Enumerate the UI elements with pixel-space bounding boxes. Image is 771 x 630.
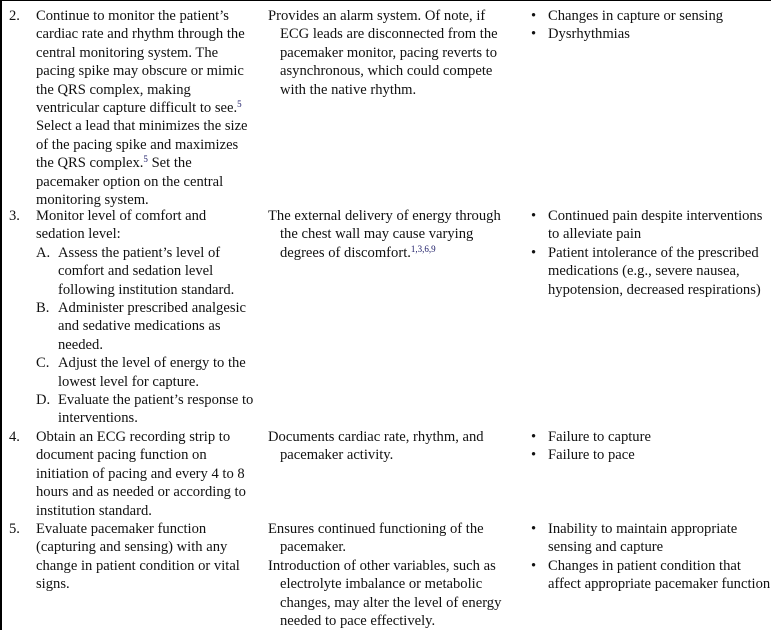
rationale-text: Documents cardiac rate, rhythm, and pacemaker activity. bbox=[268, 429, 484, 464]
rationale-cell bbox=[268, 428, 514, 465]
bullet-icon: • bbox=[531, 447, 537, 464]
rationale-cell bbox=[268, 520, 514, 630]
report-item: • Failure to capture bbox=[531, 429, 651, 445]
report-item: • Dysrhythmias bbox=[531, 26, 630, 43]
bullet-icon: • bbox=[531, 26, 537, 43]
bullet-icon: • bbox=[531, 244, 537, 261]
action-cell bbox=[6, 520, 256, 594]
sub-step-letter: C. bbox=[36, 355, 50, 372]
report-item: • Patient intolerance of the prescribed medications (e.g., severe nausea, hypotension, decreased respirations) bbox=[531, 244, 761, 298]
reference-link[interactable]: 5 bbox=[237, 99, 242, 110]
action-cell bbox=[6, 428, 256, 520]
sub-step: D. Evaluate the patient’s response to interventions. bbox=[36, 392, 254, 427]
sub-step-letter: B. bbox=[36, 300, 50, 317]
bullet-icon: • bbox=[531, 208, 537, 224]
action-text: Monitor level of comfort and sedation level: bbox=[36, 208, 207, 243]
step-number: 4. bbox=[9, 429, 20, 445]
action-text: Set the pacemaker option on the central monitoring system. bbox=[36, 155, 224, 209]
rationale-text: Introduction of other variables, such as electrolyte imbalance or metabolic changes, may alter the level of energy needed to pace effectively. bbox=[268, 557, 502, 630]
bullet-icon: • bbox=[531, 557, 537, 574]
action-text: Obtain an ECG recording strip to document pacing function on initiation of pacing and every 4 to 8 hours and as needed or according to institution standard. bbox=[36, 429, 246, 519]
report-item: • Changes in patient condition that affect appropriate pacemaker function bbox=[531, 557, 771, 593]
reference-link[interactable]: 1,3,6,9 bbox=[410, 243, 436, 254]
action-text: Evaluate pacemaker function (capturing and sensing) with any change in patient condition or vital signs. bbox=[36, 521, 240, 593]
rationale-cell bbox=[268, 7, 514, 99]
bullet-icon: • bbox=[531, 8, 537, 24]
report-item: • Failure to pace bbox=[531, 447, 635, 464]
report-item: • Continued pain despite interventions to alleviate pain bbox=[531, 208, 763, 243]
sub-step: C. Adjust the level of energy to the lowest level for capture. bbox=[36, 355, 246, 390]
report-cell bbox=[526, 207, 771, 299]
bullet-icon: • bbox=[531, 521, 537, 537]
rationale-text: The external delivery of energy through the chest wall may cause varying degrees of discomfort. bbox=[268, 208, 501, 261]
action-cell bbox=[6, 207, 256, 428]
report-cell bbox=[526, 520, 771, 594]
step-number: 3. bbox=[9, 208, 20, 224]
rationale-text: Provides an alarm system. Of note, if ECG leads are disconnected from the pacemaker monitor, pacing reverts to asynchronous, which could compete with the native rhythm. bbox=[268, 8, 498, 98]
sub-step-letter: D. bbox=[36, 392, 51, 409]
step-number: 5. bbox=[9, 521, 20, 537]
action-cell bbox=[6, 7, 256, 209]
bullet-icon: • bbox=[531, 429, 537, 445]
rationale-text: Ensures continued functioning of the pacemaker. bbox=[268, 521, 484, 556]
rationale-cell bbox=[268, 207, 514, 262]
report-cell bbox=[526, 428, 771, 465]
sub-step-letter: A. bbox=[36, 244, 51, 261]
sub-step: A. Assess the patient’s level of comfort and sedation level following institution standard. bbox=[36, 244, 235, 298]
action-text: Select a lead that minimizes the size of the pacing spike and maximizes the QRS complex. bbox=[36, 118, 248, 172]
report-item: • Inability to maintain appropriate sensing and capture bbox=[531, 521, 738, 556]
report-item: • Changes in capture or sensing bbox=[531, 8, 724, 24]
step-number: 2. bbox=[9, 8, 20, 24]
action-text: Continue to monitor the patient’s cardiac rate and rhythm through the central monitoring system. The pacing spike may obscure or mimic the QRS complex, making ventricular capture difficult to see. bbox=[36, 8, 245, 117]
sub-step: B. Administer prescribed analgesic and sedative medications as needed. bbox=[36, 300, 247, 353]
report-cell bbox=[526, 7, 771, 44]
reference-link[interactable]: 5 bbox=[143, 154, 148, 165]
